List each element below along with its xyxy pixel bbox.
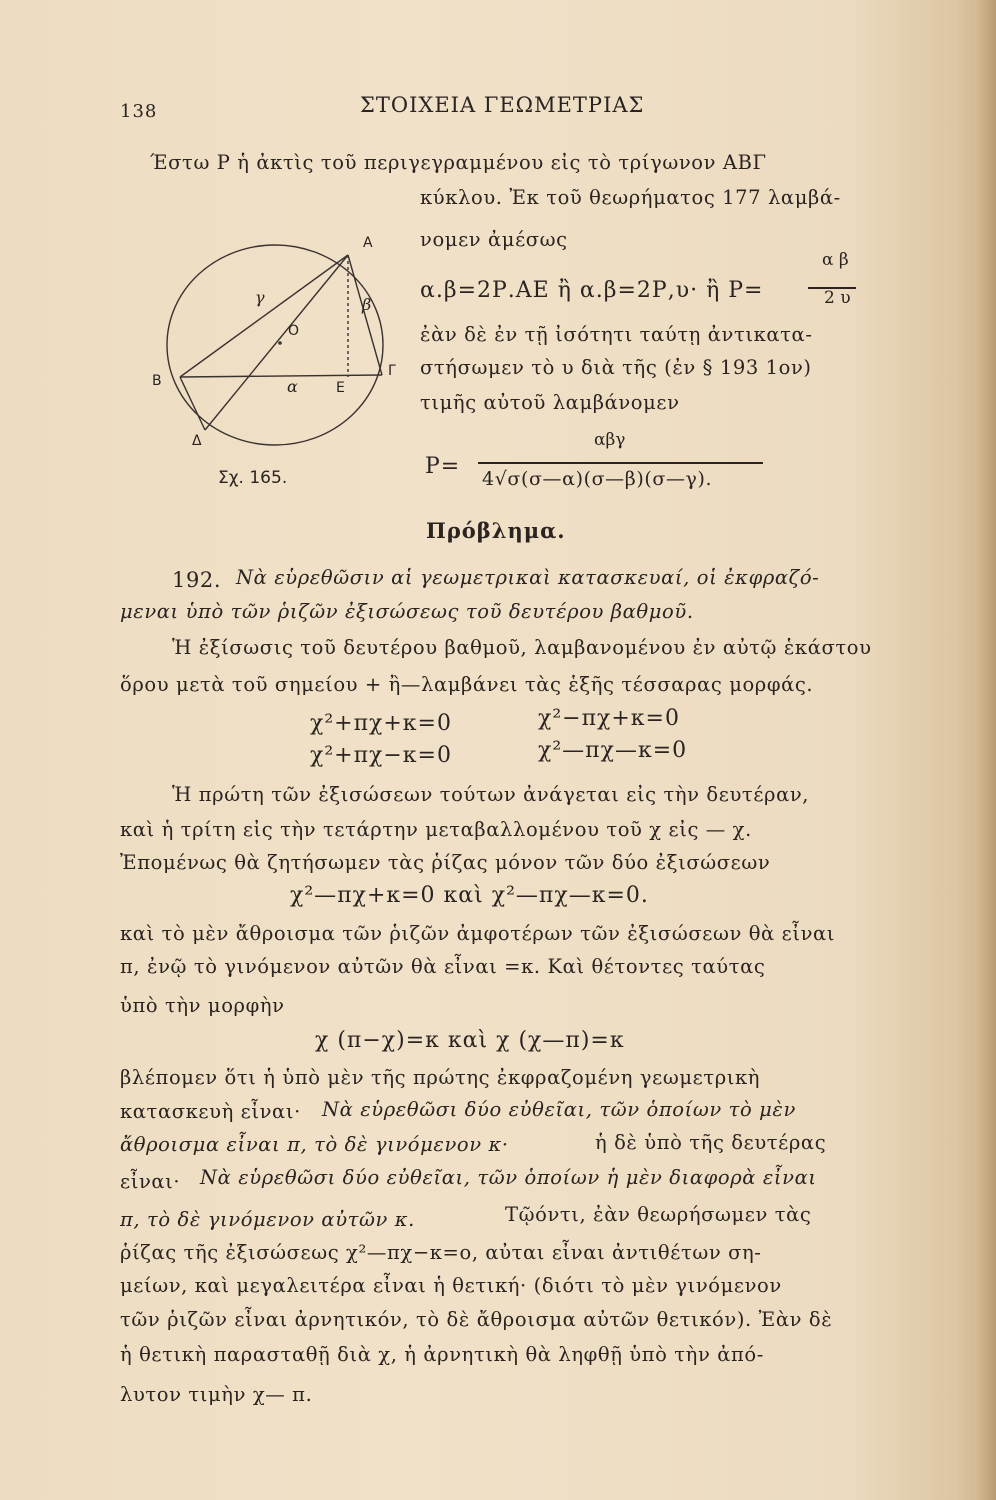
formula-lhs: Ρ=	[425, 454, 461, 479]
para4-line2a: κατασκευὴ εἶναι·	[120, 1100, 301, 1123]
equation-4: χ²—πχ—κ=0	[538, 738, 688, 763]
para4-line4a: εἶναι·	[120, 1170, 181, 1193]
para4-line3b: ἡ δὲ ὑπὸ τῆς δευτέρας	[595, 1131, 827, 1154]
center-point	[278, 341, 282, 345]
para4-line1: βλέπομεν ὅτι ἡ ὑπὸ μὲν τῆς πρώτης ἐκφραζομένη γεωμετρικὴ	[120, 1066, 761, 1089]
para4-line4b: Νὰ εὑρεθῶσι δύο εὐθεῖαι, τῶν ὁποίων ἡ μὲν διαφορὰ εἶναι	[200, 1166, 817, 1189]
para3-line3: ὑπὸ τὴν μορφὴν	[120, 994, 285, 1017]
formula-numerator: αβγ	[594, 430, 626, 450]
intro-line-5: στήσωμεν τὸ υ διὰ τῆς (ἐν § 193 1ον)	[420, 356, 812, 379]
figure-caption: Σχ. 165.	[218, 468, 288, 488]
para2-line3: Ἐπομένως θὰ ζητήσωμεν τὰς ῥίζας μόνον τῶν δύο ἐξισώσεων	[120, 851, 771, 874]
intro-line-6: τιμῆς αὐτοῦ λαμβάνομεν	[420, 391, 680, 414]
label-g: Γ	[388, 363, 396, 379]
para4-line5b: Τῷόντι, ἐὰν θεωρήσωμεν τὰς	[505, 1203, 812, 1226]
figure-165	[150, 225, 410, 455]
para3-line2: π, ἐνῷ τὸ γινόμενον αὐτῶν θὰ εἶναι =κ. Καὶ θέτοντες ταύτας	[120, 955, 766, 978]
problem-heading: Πρόβλημα.	[426, 518, 566, 543]
intro-line-1: Έστω Ρ ἡ ἀκτὶς τοῦ περιγεγραμμένου εἰς τὸ τρίγωνον ΑΒΓ	[150, 151, 767, 174]
formula-denominator: 4√σ(σ—α)(σ—β)(σ—γ).	[482, 468, 713, 490]
para4-line9: ἡ θετικὴ παρασταθῇ διὰ χ, ἡ ἀρνητικὴ θὰ ληφθῇ ὑπὸ τὴν ἀπό-	[120, 1343, 764, 1366]
problem-number: 192.	[172, 568, 222, 592]
intro-line-2: κύκλου. Ἐκ τοῦ θεωρήματος 177 λαμβά-	[420, 186, 841, 209]
equation-3: χ²+πχ−κ=0	[310, 743, 452, 768]
page-edge	[974, 0, 996, 1500]
fraction-denominator: 2 υ	[824, 288, 851, 308]
para4-line7: μείων, καὶ μεγαλειτέρα εἶναι ἡ θετική· (διότι τὸ μὲν γινόμενον	[120, 1274, 782, 1297]
equation-pair: χ²—πχ+κ=0 καὶ χ²—πχ—κ=0.	[290, 883, 649, 908]
equation-1: χ²+πχ+κ=0	[310, 711, 452, 736]
label-gamma: γ	[255, 288, 265, 307]
para4-line3a: ἄθροισμα εἶναι π, τὸ δὲ γινόμενον κ·	[120, 1133, 509, 1156]
label-d: Δ	[192, 433, 202, 449]
para4-line8: τῶν ῥιζῶν εἶναι ἀρνητικόν, τὸ δὲ ἄθροισμα αὐτῶν θετικόν). Ἐὰν δὲ	[120, 1308, 833, 1331]
label-beta: β	[362, 295, 372, 314]
equation-forms: χ (π−χ)=κ καὶ χ (χ—π)=κ	[315, 1028, 625, 1053]
equation-radius: α.β=2Ρ.ΑΕ ἢ α.β=2Ρ,υ· ἢ Ρ=	[420, 278, 764, 303]
label-e: Ε	[336, 380, 345, 396]
equation-2: χ²−πχ+κ=0	[538, 706, 680, 731]
label-o: Ο	[288, 323, 300, 339]
running-title: ΣΤΟΙΧΕΙΑ ΓΕΩΜΕΤΡΙΑΣ	[360, 93, 645, 117]
para4-line6: ῥίζας τῆς ἐξισώσεως χ²—πχ−κ=ο, αὐται εἶναι ἀντιθέτων ση-	[120, 1241, 762, 1264]
side-ag	[348, 255, 382, 375]
para2-line1: Ἡ πρώτη τῶν ἐξισώσεων τούτων ἀνάγεται εἰς τὴν δευτέραν,	[172, 783, 810, 806]
para4-line10: λυτον τιμὴν χ— π.	[120, 1383, 313, 1406]
page-number: 138	[120, 101, 158, 122]
para4-line2b: Νὰ εὑρεθῶσι δύο εὐθεῖαι, τῶν ὁποίων τὸ μὲν	[322, 1098, 796, 1121]
intro-line-3: νομεν ἀμέσως	[420, 228, 568, 251]
intro-line-4: ἐὰν δὲ ἐν τῇ ἰσότητι ταύτῃ ἀντικατα-	[420, 323, 813, 346]
para2-line2: καὶ ἡ τρίτη εἰς τὴν τετάρτην μεταβαλλομένου τοῦ χ εἰς — χ.	[120, 818, 752, 841]
para1-line2: ὅρου μετὰ τοῦ σημείου + ἢ—λαμβάνει τὰς ἑξῆς τέσσαρας μορφάς.	[120, 673, 814, 696]
side-bg	[180, 375, 382, 377]
problem-statement-1: Νὰ εὑρεθῶσιν αἱ γεωμετρικαὶ κατασκευαί, οἱ ἐκφραζό-	[236, 566, 820, 589]
label-b: Β	[152, 373, 162, 389]
para4-line5a: π, τὸ δὲ γινόμενον αὐτῶν κ.	[120, 1208, 415, 1231]
para1-line1: Ἡ ἐξίσωσις τοῦ δευτέρου βαθμοῦ, λαμβανομένου ἐν αὐτῷ ἑκάστου	[172, 636, 872, 659]
chord-bd	[180, 377, 205, 430]
label-alpha: α	[287, 377, 298, 396]
fraction-numerator: α β	[822, 250, 849, 270]
para3-line1: καὶ τὸ μὲν ἄθροισμα τῶν ῥιζῶν ἀμφοτέρων τῶν ἐξισώσεων θὰ εἶναι	[120, 922, 836, 945]
label-a: Α	[363, 235, 373, 251]
formula-bar	[478, 462, 763, 464]
problem-statement-2: μεναι ὑπὸ τῶν ῥιζῶν ἐξισώσεως τοῦ δευτέρου βαθμοῦ.	[120, 600, 694, 623]
